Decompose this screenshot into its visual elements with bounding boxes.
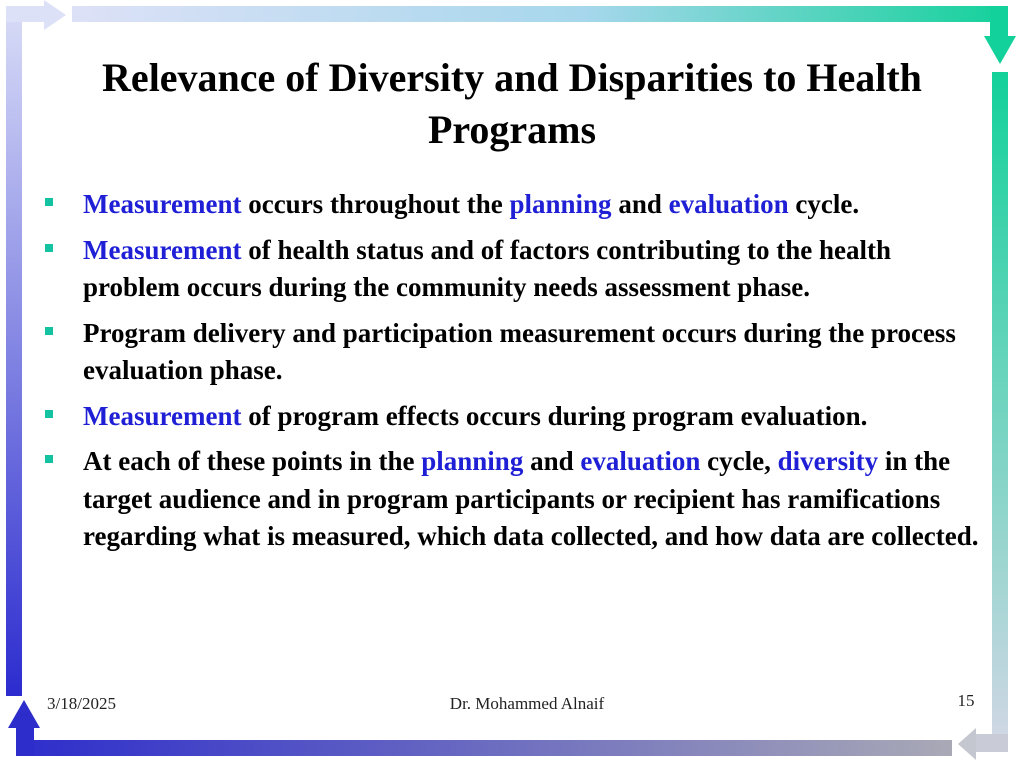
bullet-text: and [611,189,669,219]
bullet-item [44,443,994,556]
bullet-text: of program effects occurs during program evaluation. [241,400,868,431]
highlighted-term: Measurement [83,400,242,431]
highlighted-term: evaluation [668,189,789,219]
bullet-list [44,186,994,564]
bullet-text: cycle. [788,189,860,219]
highlighted-term: evaluation [580,446,701,476]
frame-top-bar [72,6,1008,36]
bullet-text: and [523,446,581,476]
footer-date: 3/18/2025 [47,694,116,713]
bullet-text: occurs throughout the [241,189,510,219]
highlighted-term: Measurement [83,189,242,219]
bullet-text: of health status and of factors contributing to the health problem occurs during the community needs assessment phase. [83,234,891,302]
bullet-square-icon [45,455,53,463]
highlighted-term: Measurement [83,234,242,265]
frame-bottom-bar [16,728,952,756]
bullet-text: in the target audience and in program participants or recipient has ramifications regarding what is measured, which data collected, and how data are collected. [83,446,979,551]
bullet-text: At each of these points in the [83,446,422,476]
bullet-square-icon [45,327,53,335]
bullet-square-icon [45,198,53,206]
bullet-item [44,232,994,307]
slide-title: Relevance of Diversity and Disparities to Health Programs [102,55,922,152]
bullet-item [44,398,994,436]
highlighted-term: planning [421,446,524,476]
frame-up-arrow-icon [8,700,40,728]
bullet-square-icon [45,244,53,252]
frame-down-arrow-icon [984,36,1016,64]
frame-left-bar [6,6,46,696]
page-number: 15 [957,691,975,710]
bullet-text: cycle, [700,446,778,476]
bullet-item [44,315,994,390]
bullet-text: Program delivery and participation measurement occurs during the process evaluation phase. [83,317,956,385]
bullet-square-icon [45,410,53,418]
frame-left-arrow-icon [958,728,976,760]
frame-right-arrow-icon [44,0,66,30]
highlighted-term: planning [509,189,612,219]
highlighted-term: diversity [777,446,879,476]
bullet-item [44,186,994,224]
footer-author: Dr. Mohammed Alnaif [449,694,605,713]
